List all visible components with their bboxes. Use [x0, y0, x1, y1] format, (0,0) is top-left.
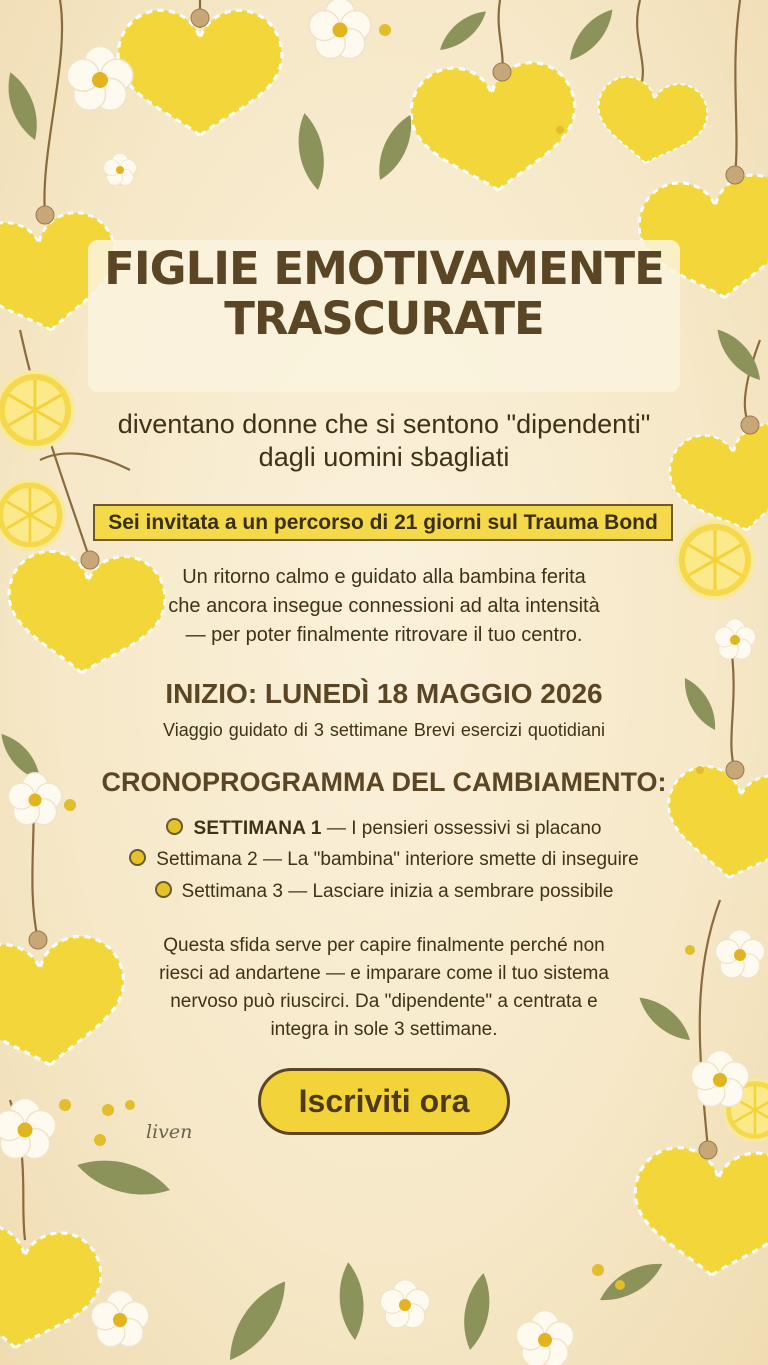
invite-banner: Sei invitata a un percorso di 21 giorni sul Trauma Bond	[93, 504, 673, 541]
bullet-icon	[129, 849, 146, 866]
schedule-item-week-3	[0, 879, 768, 905]
week-label: Settimana 3	[181, 881, 283, 902]
schedule-title: CRONOPROGRAMMA DEL CAMBIAMENTO:	[101, 767, 667, 797]
week-text: — Lasciare inizia a sembrare possibile	[282, 881, 614, 902]
watermark: liven	[146, 1121, 193, 1143]
schedule-item-week-1	[0, 816, 768, 842]
intro-text: Un ritorno calmo e guidato alla bambina ferita che ancora insegue connessioni ad alta intensità — per poter finalmente ritrovare il tuo centro.	[168, 566, 600, 646]
page-title: FIGLIE EMOTIVAMENTE TRASCURATE	[104, 242, 664, 345]
subtitle: diventano donne che si sentono "dipendenti" dagli uomini sbagliati	[117, 409, 651, 472]
body-text: Questa sfida serve per capire finalmente perché non riesci ad andartene — e imparare come il tuo sistema nervoso può riuscirci. Da "dipendente" a centrata e integra in sole 3 settimane.	[159, 935, 609, 1040]
week-text: — La "bambina" interiore smette di inseguire	[257, 849, 639, 870]
schedule-item-week-2	[0, 847, 768, 873]
week-text: — I pensieri ossessivi si placano	[321, 818, 602, 839]
start-details: Viaggio guidato di 3 settimane Brevi esercizi quotidiani	[163, 720, 605, 740]
bullet-icon	[155, 881, 172, 898]
week-label: SETTIMANA 1	[193, 818, 322, 839]
start-date-heading: INIZIO: LUNEDÌ 18 MAGGIO 2026	[165, 678, 603, 709]
week-label: Settimana 2	[156, 849, 258, 870]
bullet-icon	[166, 818, 183, 835]
signup-button[interactable]: Iscriviti ora	[258, 1068, 510, 1135]
